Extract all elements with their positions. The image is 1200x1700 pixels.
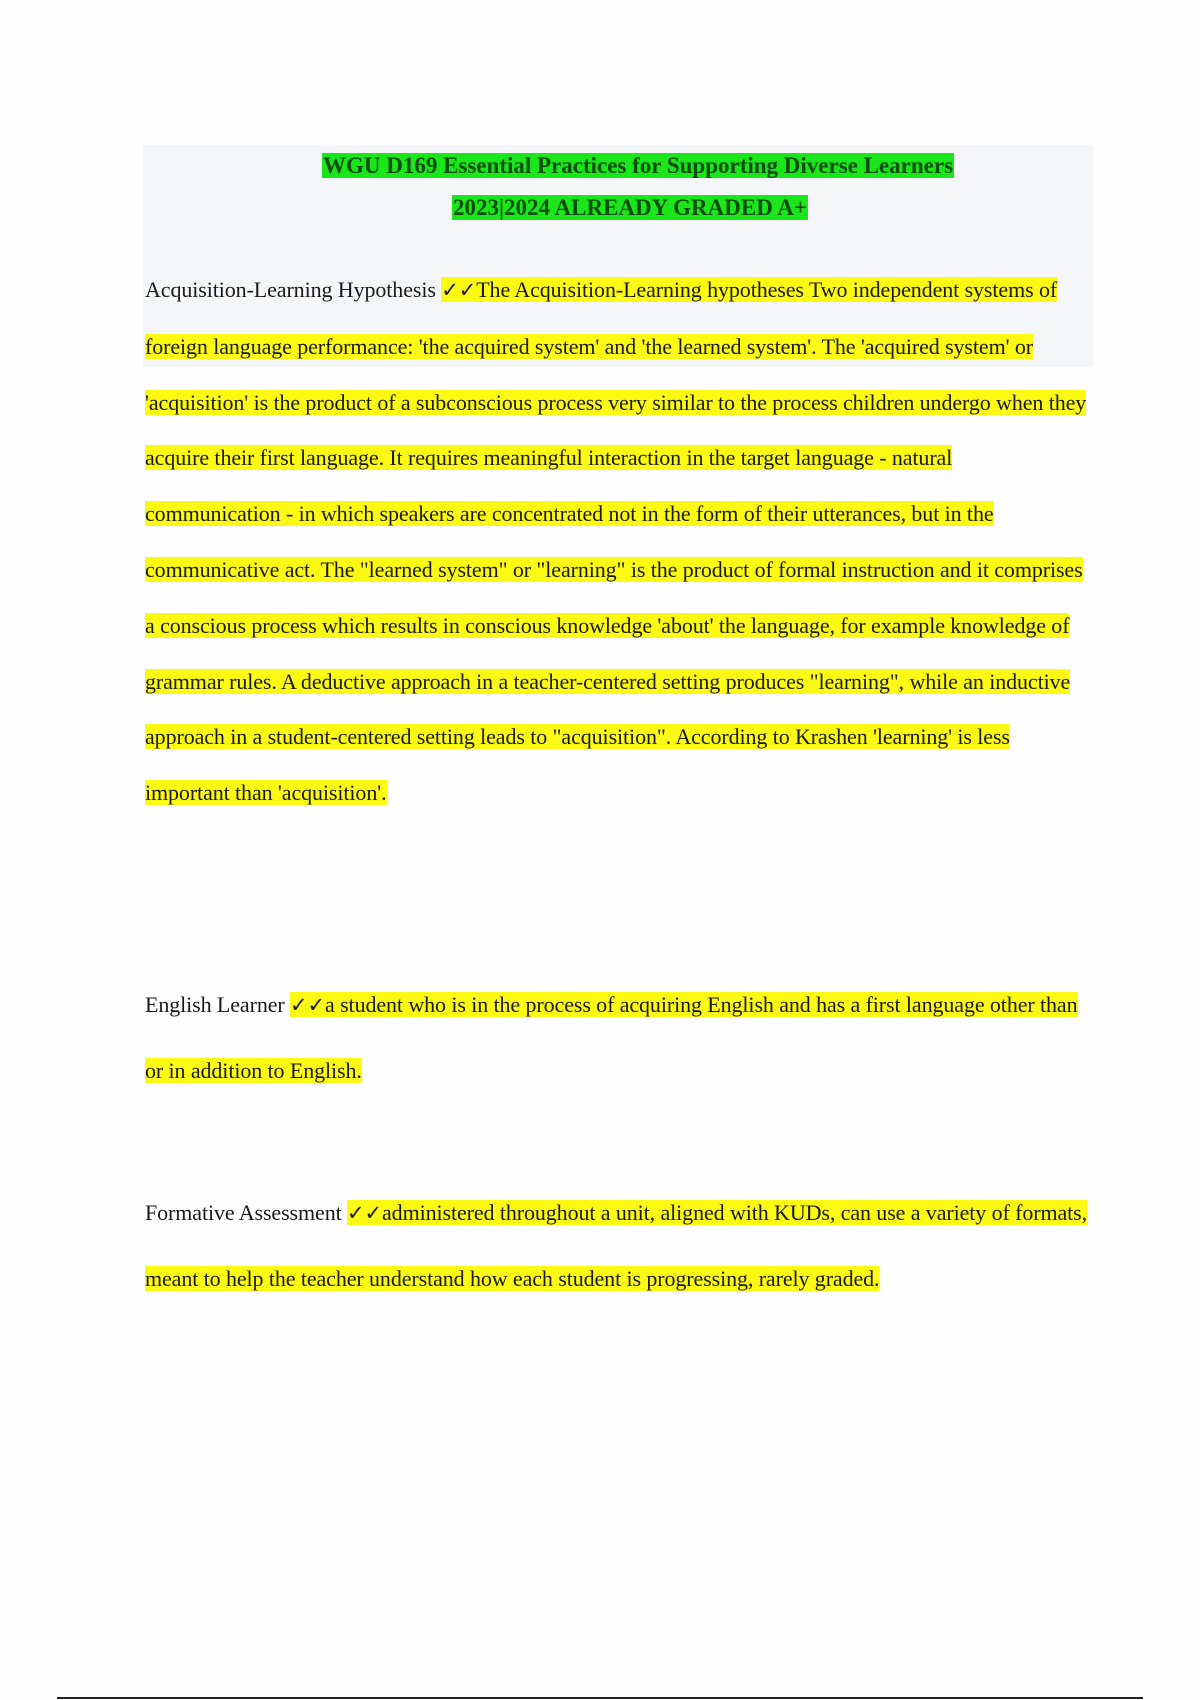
entry-term: Formative Assessment	[145, 1200, 342, 1225]
double-check-icon: ✓✓	[290, 993, 326, 1017]
document-title	[143, 145, 1093, 229]
glossary-entry	[145, 972, 1090, 1103]
title-line-2-highlight: 2023|2024 ALREADY GRADED A+	[452, 195, 808, 220]
entry-term: English Learner	[145, 992, 285, 1017]
definition-text: administered throughout a unit, aligned with KUDs, can use a variety of formats, meant to help the teacher understand how each student is progressing, rarely graded.	[145, 1200, 1088, 1291]
definition-text: The Acquisition-Learning hypotheses Two independent systems of foreign language performance: 'the acquired system' and 'the learned system'. The 'acquired system' or 'acquisition' is the product of a subconscious process very similar to the process children undergo when they acquire their first language. It requires meaningful interaction in the target language - natural communication - in which speakers are concentrated not in the form of their utterances, but in the communicative act. The "learned system" or "learning" is the product of formal instruction and it comprises a conscious process which results in conscious knowledge 'about' the language, for example knowledge of grammar rules. A deductive approach in a teacher-centered setting produces "learning", while an inductive approach in a student-centered setting leads to "acquisition". According to Krashen 'learning' is less important than 'acquisition'.	[145, 277, 1087, 806]
double-check-icon: ✓✓	[347, 1201, 383, 1225]
entry-definition	[145, 992, 1078, 1083]
entry-definition	[145, 277, 1086, 805]
double-check-icon: ✓✓	[441, 278, 477, 302]
footer-divider	[57, 1697, 1143, 1699]
glossary-entry	[145, 262, 1090, 821]
definition-text: a student who is in the process of acquiring English and has a first language other than or in addition to English.	[145, 992, 1078, 1083]
entry-term: Acquisition-Learning Hypothesis	[145, 277, 436, 302]
title-line-2	[167, 187, 1093, 229]
title-line-1	[183, 145, 1093, 187]
glossary-entry	[145, 1180, 1090, 1311]
title-line-1-highlight: WGU D169 Essential Practices for Supporting Diverse Learners	[322, 153, 954, 178]
